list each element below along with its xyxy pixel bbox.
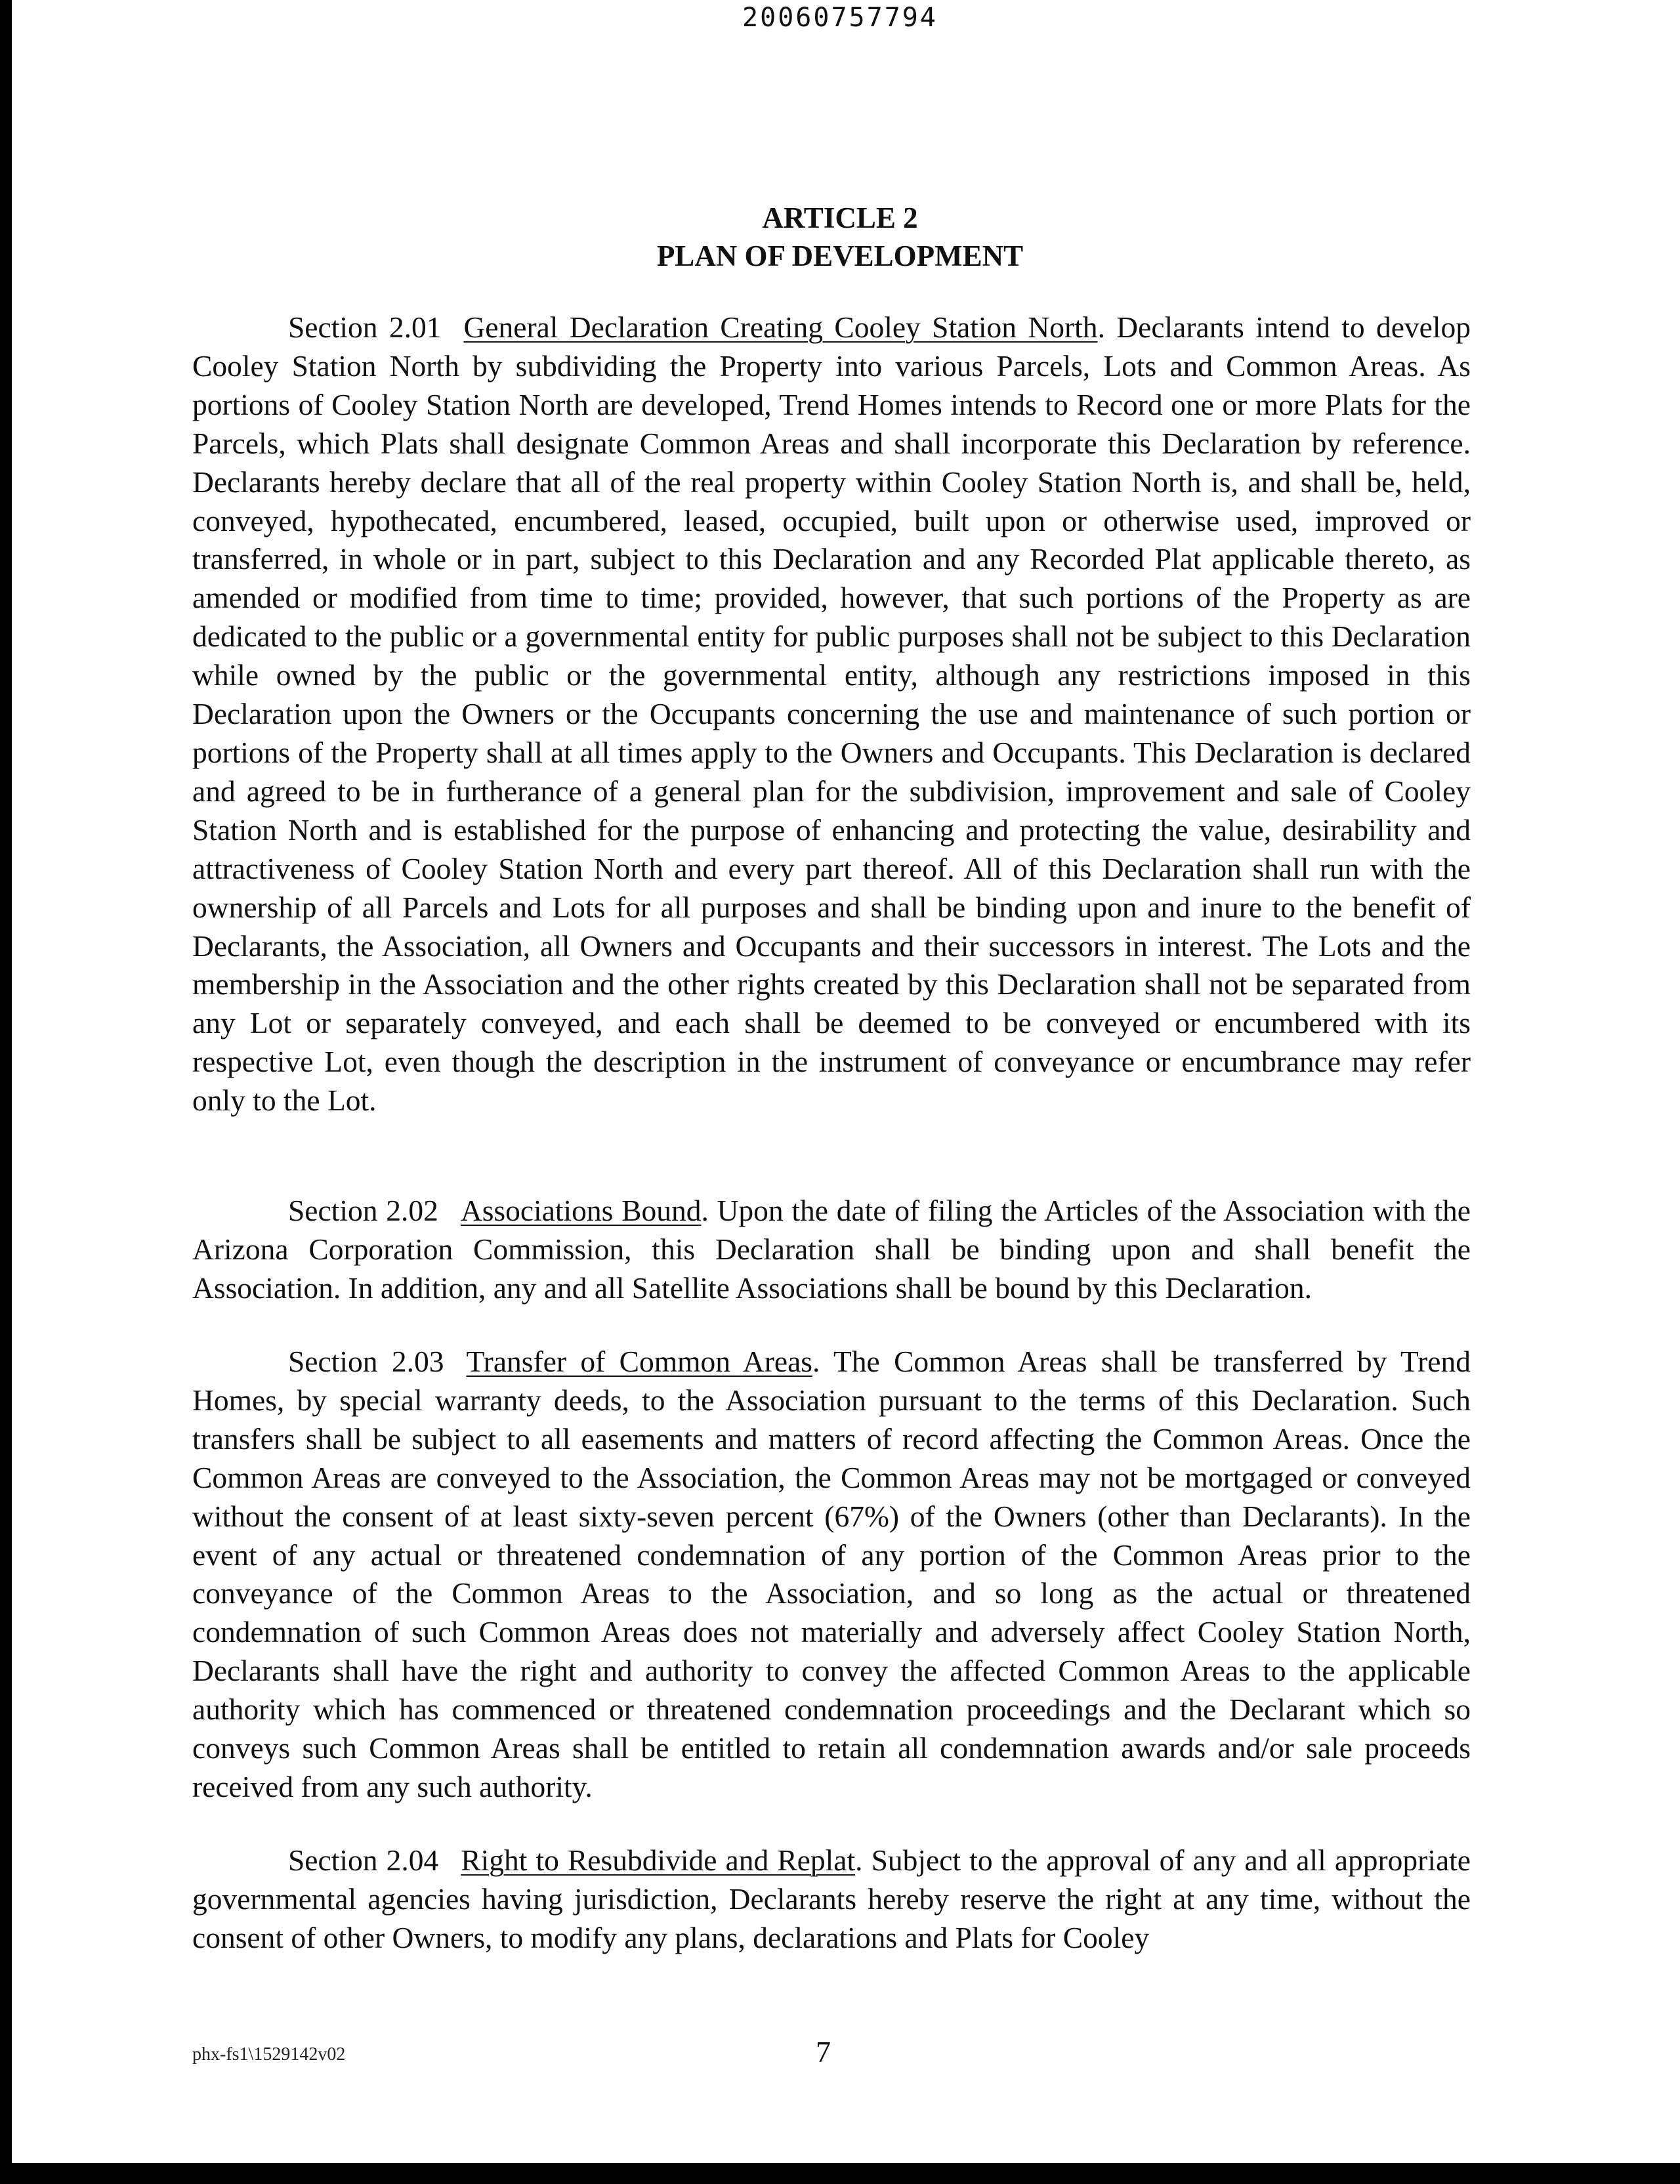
section-title: Associations Bound <box>460 1194 702 1227</box>
section-title: Right to Resubdivide and Replat <box>461 1843 856 1877</box>
section-label: Section 2.03 <box>288 1345 444 1378</box>
section-label: Section 2.02 <box>288 1194 438 1227</box>
section-body: Declarants intend to develop Cooley Station North by subdividing the Property into various Parcels, Lots and Common Areas. As portions of Cooley Station North are developed, Trend Homes intends to Record one or more Plats for the Parcels, which Plats shall designate Common Areas and shall incorporate this Declaration by reference. Declarants hereby declare that all of the real property within Cooley Station North is, and shall be, held, conveyed, hypothecated, encumbered, leased, occupied, built upon or otherwise used, improved or transferred, in whole or in part, subject to this Declaration and any Recorded Plat applicable thereto, as amended or modified from time to time; provided, however, that such portions of the Property as are dedicated to the public or a governmental entity for public purposes shall not be subject to this Declaration while owned by the public or the governmental entity, although any restrictions imposed in this Declaration upon the Owners or the Occupants concerning the use and maintenance of such portion or portions of the Property shall at all times apply to the Owners and Occupants. This Declaration is declared and agreed to be in furtherance of a general plan for the subdivision, improvement and sale of Cooley Station North and is established for the purpose of enhancing and protecting the value, desirability and attractiveness of Cooley Station North and every part thereof. All of this Declaration shall run with the ownership of all Parcels and Lots for all purposes and shall be binding upon and inure to the benefit of Declarants, the Association, all Owners and Occupants and their successors in interest. The Lots and the membership in the Association and the other rights created by this Declaration shall not be separated from any Lot or separately conveyed, and each shall be deemed to be conveyed or encumbered with its respective Lot, even though the description in the instrument of conveyance or encumbrance may refer only to the Lot. <box>192 310 1471 1118</box>
section-paragraph: Section 2.02 Associations Bound. Upon the date of filing the Articles of the Association with the Arizona Corporation Commission, this Declaration shall be binding upon and shall benefit the Association. In addition, any and all Satellite Associations shall be bound by this Declaration. <box>192 1194 1471 1305</box>
section-title: Transfer of Common Areas <box>466 1345 813 1378</box>
page-number: 7 <box>816 2035 831 2068</box>
section-label: Section 2.04 <box>288 1843 439 1877</box>
section-paragraph: Section 2.03 Transfer of Common Areas. The Common Areas shall be transferred by Trend Homes, by special warranty deeds, to the Association pursuant to the terms of this Declaration. Such transfers shall be subject to all easements and matters of record affecting the Common Areas. Once the Common Areas are conveyed to the Association, the Common Areas may not be mortgaged or conveyed without the consent of at least sixty-seven percent (67%) of the Owners (other than Declarants). In the event of any actual or threatened condemnation of any portion of the Common Areas prior to the conveyance of the Common Areas to the Association, and so long as the actual or threatened condemnation of such Common Areas does not materially and adversely affect Cooley Station North, Declarants shall have the right and authority to convey the affected Common Areas to the applicable authority which has commenced or threatened condemnation proceedings and the Declarant which so conveys such Common Areas shall be entitled to retain all condemnation awards and/or sale proceeds received from any such authority. <box>192 1345 1471 1803</box>
scan-left-border <box>0 0 12 2184</box>
section-body: Upon the date of filing the Articles of the Association with the Arizona Corporation Commission, this Declaration shall be binding upon and shall benefit the Association. In addition, any and all Satellite Associations shall be bound by this Declaration. <box>192 1194 1471 1305</box>
section-body: Subject to the approval of any and all appropriate governmental agencies having jurisdiction, Declarants hereby reserve the right at any time, without the consent of other Owners, to modify any plans, declarations and Plats for Cooley <box>192 1843 1471 1954</box>
file-reference: phx-fs1\1529142v02 <box>192 2044 346 2065</box>
section-body: The Common Areas shall be transferred by Trend Homes, by special warranty deeds, to the Association pursuant to the terms of this Declaration. Such transfers shall be subject to all easements and matters of record affecting the Common Areas. Once the Common Areas are conveyed to the Association, the Common Areas may not be mortgaged or conveyed without the consent of at least sixty-seven percent (67%) of the Owners (other than Declarants). In the event of any actual or threatened condemnation of any portion of the Common Areas prior to the conveyance of the Common Areas to the Association, and so long as the actual or threatened condemnation of such Common Areas does not materially and adversely affect Cooley Station North, Declarants shall have the right and authority to convey the affected Common Areas to the applicable authority which has commenced or threatened condemnation proceedings and the Declarant which so conveys such Common Areas shall be entitled to retain all condemnation awards and/or sale proceeds received from any such authority. <box>192 1345 1471 1803</box>
section-paragraph: Section 2.04 Right to Resubdivide and Replat. Subject to the approval of any and all appropriate governmental agencies having jurisdiction, Declarants hereby reserve the right at any time, without the consent of other Owners, to modify any plans, declarations and Plats for Cooley <box>192 1843 1471 1954</box>
scan-bottom-border <box>0 2163 1680 2184</box>
document-number: 20060757794 <box>742 3 938 33</box>
section-title: General Declaration Creating Cooley Station North <box>463 310 1098 344</box>
article-title: PLAN OF DEVELOPMENT <box>656 240 1024 272</box>
article-number: ARTICLE 2 <box>762 201 918 234</box>
section-paragraph: Section 2.01 General Declaration Creating Cooley Station North. Declarants intend to develop Cooley Station North by subdividing the Property into various Parcels, Lots and Common Areas. As portions of Cooley Station North are developed, Trend Homes intends to Record one or more Plats for the Parcels, which Plats shall designate Common Areas and shall incorporate this Declaration by reference. Declarants hereby declare that all of the real property within Cooley Station North is, and shall be, held, conveyed, hypothecated, encumbered, leased, occupied, built upon or otherwise used, improved or transferred, in whole or in part, subject to this Declaration and any Recorded Plat applicable thereto, as amended or modified from time to time; provided, however, that such portions of the Property as are dedicated to the public or a governmental entity for public purposes shall not be subject to this Declaration while owned by the public or the governmental entity, although any restrictions imposed in this Declaration upon the Owners or the Occupants concerning the use and maintenance of such portion or portions of the Property shall at all times apply to the Owners and Occupants. This Declaration is declared and agreed to be in furtherance of a general plan for the subdivision, improvement and sale of Cooley Station North and is established for the purpose of enhancing and protecting the value, desirability and attractiveness of Cooley Station North and every part thereof. All of this Declaration shall run with the ownership of all Parcels and Lots for all purposes and shall be binding upon and inure to the benefit of Declarants, the Association, all Owners and Occupants and their successors in interest. The Lots and the membership in the Association and the other rights created by this Declaration shall not be separated from any Lot or separately conveyed, and each shall be deemed to be conveyed or encumbered with its respective Lot, even though the description in the instrument of conveyance or encumbrance may refer only to the Lot. <box>192 310 1471 1118</box>
section-label: Section 2.01 <box>288 310 442 344</box>
